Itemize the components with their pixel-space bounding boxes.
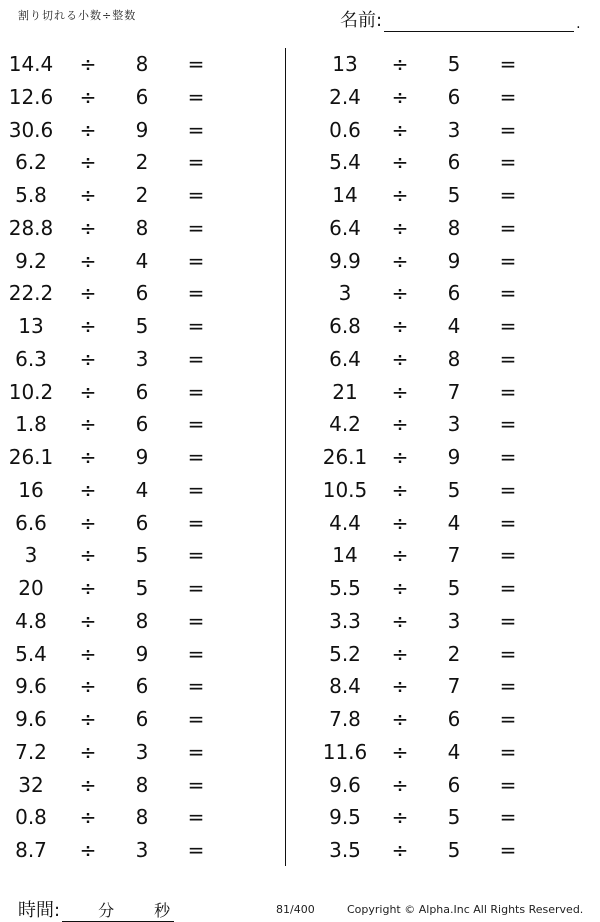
division-sign: ÷ <box>79 445 97 469</box>
equals-sign: = <box>499 543 517 568</box>
copyright-notice: Copyright © Alpha.Inc All Rights Reserved. <box>347 903 584 916</box>
dividend: 10.2 <box>8 379 54 404</box>
divisor: 9 <box>135 445 149 469</box>
name-blank-line <box>384 13 574 32</box>
equals-sign: = <box>187 641 205 666</box>
right-problem-column <box>312 48 592 867</box>
problem-row <box>0 736 280 769</box>
dividend: 6.4 <box>329 215 361 240</box>
dividend: 11.6 <box>322 739 368 764</box>
division-sign: ÷ <box>79 412 97 437</box>
division-sign: ÷ <box>79 772 97 797</box>
problem-row <box>0 605 280 638</box>
division-sign: ÷ <box>391 52 409 76</box>
dividend: 1.8 <box>15 412 47 437</box>
divisor: 7 <box>447 379 461 404</box>
divisor: 8 <box>447 346 461 371</box>
division-sign: ÷ <box>79 248 97 273</box>
divisor: 3 <box>135 838 149 862</box>
division-sign: ÷ <box>79 674 97 699</box>
problem-row <box>312 769 592 802</box>
divisor: 4 <box>447 314 461 338</box>
division-sign: ÷ <box>79 346 97 371</box>
problem-row <box>0 277 280 310</box>
problem-row <box>312 539 592 572</box>
equals-sign: = <box>187 445 205 469</box>
equals-sign: = <box>499 838 517 862</box>
division-sign: ÷ <box>391 346 409 371</box>
divisor: 4 <box>447 510 461 535</box>
problem-row <box>312 834 592 867</box>
division-sign: ÷ <box>391 117 409 142</box>
problem-row <box>0 507 280 540</box>
dividend: 13 <box>18 314 44 338</box>
problem-row <box>0 670 280 703</box>
divisor: 7 <box>447 543 461 568</box>
problem-row <box>0 179 280 212</box>
divisor: 5 <box>135 314 149 338</box>
division-sign: ÷ <box>391 412 409 437</box>
equals-sign: = <box>499 739 517 764</box>
name-label: 名前: <box>340 10 383 31</box>
dividend: 3.3 <box>329 608 361 633</box>
dividend: 26.1 <box>8 445 54 469</box>
equals-sign: = <box>187 772 205 797</box>
divisor: 3 <box>447 608 461 633</box>
divisor: 5 <box>135 543 149 568</box>
dividend: 5.4 <box>329 150 361 175</box>
equals-sign: = <box>499 576 517 600</box>
dividend: 5.2 <box>329 641 361 666</box>
division-sign: ÷ <box>391 838 409 862</box>
equals-sign: = <box>499 215 517 240</box>
equals-sign: = <box>187 543 205 568</box>
problem-row <box>0 834 280 867</box>
dividend: 30.6 <box>8 117 54 142</box>
dividend: 8.4 <box>329 674 361 699</box>
divisor: 2 <box>135 183 149 207</box>
problem-row <box>0 48 280 81</box>
name-field <box>340 6 581 32</box>
divisor: 2 <box>135 150 149 175</box>
division-sign: ÷ <box>391 641 409 666</box>
division-sign: ÷ <box>79 805 97 830</box>
dividend: 5.5 <box>329 576 361 600</box>
divisor: 5 <box>447 576 461 600</box>
equals-sign: = <box>499 281 517 306</box>
dividend: 8.7 <box>15 838 47 862</box>
dividend: 3 <box>338 281 352 306</box>
dividend: 4.4 <box>329 510 361 535</box>
equals-sign: = <box>499 805 517 830</box>
divisor: 6 <box>135 510 149 535</box>
dividend: 6.3 <box>15 346 47 371</box>
divisor: 5 <box>135 576 149 600</box>
minutes-unit: 分 <box>98 901 115 920</box>
dividend: 26.1 <box>322 445 368 469</box>
time-field <box>18 896 174 922</box>
divisor: 9 <box>447 445 461 469</box>
problem-row <box>0 245 280 278</box>
problem-row <box>312 736 592 769</box>
divisor: 8 <box>135 215 149 240</box>
divisor: 5 <box>447 183 461 207</box>
division-sign: ÷ <box>79 379 97 404</box>
problem-row <box>312 81 592 114</box>
dividend: 3 <box>24 543 38 568</box>
equals-sign: = <box>499 183 517 207</box>
division-sign: ÷ <box>391 248 409 273</box>
problem-row <box>312 474 592 507</box>
divisor: 6 <box>135 281 149 306</box>
division-sign: ÷ <box>391 772 409 797</box>
problem-row <box>312 703 592 736</box>
division-sign: ÷ <box>391 215 409 240</box>
dividend: 6.6 <box>15 510 47 535</box>
dividend: 6.8 <box>329 314 361 338</box>
equals-sign: = <box>187 805 205 830</box>
divisor: 6 <box>447 707 461 731</box>
time-blank-line <box>62 903 174 922</box>
division-sign: ÷ <box>79 838 97 862</box>
problem-row <box>0 376 280 409</box>
division-sign: ÷ <box>79 608 97 633</box>
divisor: 3 <box>447 117 461 142</box>
divisor: 8 <box>447 215 461 240</box>
equals-sign: = <box>499 346 517 371</box>
problem-row <box>0 539 280 572</box>
dividend: 4.8 <box>15 608 47 633</box>
division-sign: ÷ <box>79 52 97 76</box>
divisor: 5 <box>447 838 461 862</box>
divisor: 8 <box>135 52 149 76</box>
divisor: 4 <box>135 477 149 502</box>
problem-row <box>0 474 280 507</box>
equals-sign: = <box>499 445 517 469</box>
division-sign: ÷ <box>391 445 409 469</box>
equals-sign: = <box>499 84 517 109</box>
division-sign: ÷ <box>79 314 97 338</box>
divisor: 3 <box>135 739 149 764</box>
divisor: 3 <box>135 346 149 371</box>
dividend: 10.5 <box>322 477 368 502</box>
divisor: 5 <box>447 477 461 502</box>
division-sign: ÷ <box>391 608 409 633</box>
problem-row <box>0 638 280 671</box>
equals-sign: = <box>187 576 205 600</box>
problem-row <box>0 146 280 179</box>
worksheet-title: 割り切れる小数÷整数 <box>18 9 137 22</box>
equals-sign: = <box>187 314 205 338</box>
divisor: 6 <box>135 707 149 731</box>
dividend: 13 <box>332 52 358 76</box>
division-sign: ÷ <box>391 739 409 764</box>
problem-row <box>0 572 280 605</box>
division-sign: ÷ <box>391 379 409 404</box>
equals-sign: = <box>187 739 205 764</box>
equals-sign: = <box>187 510 205 535</box>
equals-sign: = <box>187 84 205 109</box>
problem-row <box>0 408 280 441</box>
equals-sign: = <box>187 838 205 862</box>
problem-row <box>312 507 592 540</box>
divisor: 9 <box>447 248 461 273</box>
problem-row <box>312 572 592 605</box>
division-sign: ÷ <box>391 674 409 699</box>
equals-sign: = <box>499 150 517 175</box>
equals-sign: = <box>187 150 205 175</box>
problem-row <box>312 408 592 441</box>
divisor: 8 <box>135 772 149 797</box>
page-number: 81/400 <box>276 903 315 916</box>
problem-row <box>0 703 280 736</box>
equals-sign: = <box>187 281 205 306</box>
division-sign: ÷ <box>391 805 409 830</box>
problem-row <box>312 212 592 245</box>
divisor: 5 <box>447 805 461 830</box>
problem-row <box>0 212 280 245</box>
problem-row <box>312 48 592 81</box>
problem-row <box>0 441 280 474</box>
problem-row <box>312 146 592 179</box>
problem-row <box>0 81 280 114</box>
dividend: 14.4 <box>8 52 54 76</box>
divisor: 2 <box>447 641 461 666</box>
division-sign: ÷ <box>79 117 97 142</box>
equals-sign: = <box>499 248 517 273</box>
divisor: 6 <box>447 150 461 175</box>
equals-sign: = <box>187 412 205 437</box>
divisor: 5 <box>447 52 461 76</box>
divisor: 6 <box>135 84 149 109</box>
problem-row <box>312 638 592 671</box>
equals-sign: = <box>499 608 517 633</box>
equals-sign: = <box>499 52 517 76</box>
problem-row <box>0 114 280 147</box>
divisor: 6 <box>135 412 149 437</box>
division-sign: ÷ <box>79 707 97 731</box>
problem-row <box>0 769 280 802</box>
division-sign: ÷ <box>391 84 409 109</box>
problem-row <box>312 179 592 212</box>
dividend: 7.2 <box>15 739 47 764</box>
equals-sign: = <box>187 477 205 502</box>
divisor: 6 <box>447 84 461 109</box>
divisor: 6 <box>135 379 149 404</box>
equals-sign: = <box>187 52 205 76</box>
division-sign: ÷ <box>79 477 97 502</box>
divisor: 3 <box>447 412 461 437</box>
equals-sign: = <box>499 412 517 437</box>
dividend: 9.6 <box>15 707 47 731</box>
divisor: 6 <box>447 281 461 306</box>
divisor: 9 <box>135 641 149 666</box>
problem-row <box>312 245 592 278</box>
dividend: 4.2 <box>329 412 361 437</box>
equals-sign: = <box>499 477 517 502</box>
equals-sign: = <box>187 674 205 699</box>
equals-sign: = <box>187 707 205 731</box>
dividend: 9.5 <box>329 805 361 830</box>
dividend: 32 <box>18 772 44 797</box>
problem-row <box>312 114 592 147</box>
divisor: 9 <box>135 117 149 142</box>
problem-row <box>312 605 592 638</box>
name-end-dot: . <box>576 16 581 32</box>
divisor: 4 <box>135 248 149 273</box>
division-sign: ÷ <box>79 576 97 600</box>
equals-sign: = <box>187 346 205 371</box>
problem-row <box>312 310 592 343</box>
dividend: 6.4 <box>329 346 361 371</box>
division-sign: ÷ <box>391 510 409 535</box>
division-sign: ÷ <box>79 215 97 240</box>
problem-row <box>312 670 592 703</box>
problem-row <box>312 441 592 474</box>
division-sign: ÷ <box>79 150 97 175</box>
dividend: 28.8 <box>8 215 54 240</box>
equals-sign: = <box>499 707 517 731</box>
column-divider <box>285 48 286 866</box>
equals-sign: = <box>187 379 205 404</box>
division-sign: ÷ <box>391 183 409 207</box>
division-sign: ÷ <box>391 543 409 568</box>
division-sign: ÷ <box>79 183 97 207</box>
problem-row <box>312 801 592 834</box>
dividend: 3.5 <box>329 838 361 862</box>
problem-row <box>312 277 592 310</box>
problem-row <box>0 310 280 343</box>
equals-sign: = <box>187 215 205 240</box>
equals-sign: = <box>499 117 517 142</box>
left-problem-column <box>0 48 280 867</box>
division-sign: ÷ <box>391 576 409 600</box>
division-sign: ÷ <box>79 739 97 764</box>
dividend: 9.6 <box>329 772 361 797</box>
dividend: 22.2 <box>8 281 54 306</box>
dividend: 14 <box>332 543 358 568</box>
divisor: 7 <box>447 674 461 699</box>
division-sign: ÷ <box>391 314 409 338</box>
equals-sign: = <box>499 772 517 797</box>
equals-sign: = <box>499 641 517 666</box>
problem-row <box>312 376 592 409</box>
time-label: 時間: <box>18 900 61 921</box>
equals-sign: = <box>499 379 517 404</box>
division-sign: ÷ <box>391 707 409 731</box>
divisor: 8 <box>135 608 149 633</box>
seconds-unit: 秒 <box>154 901 171 920</box>
equals-sign: = <box>187 248 205 273</box>
dividend: 12.6 <box>8 84 54 109</box>
dividend: 9.2 <box>15 248 47 273</box>
divisor: 6 <box>135 674 149 699</box>
divisor: 6 <box>447 772 461 797</box>
dividend: 16 <box>18 477 44 502</box>
equals-sign: = <box>187 608 205 633</box>
division-sign: ÷ <box>391 477 409 502</box>
dividend: 14 <box>332 183 358 207</box>
equals-sign: = <box>187 183 205 207</box>
division-sign: ÷ <box>391 150 409 175</box>
dividend: 9.6 <box>15 674 47 699</box>
problem-row <box>0 343 280 376</box>
division-sign: ÷ <box>79 543 97 568</box>
dividend: 0.8 <box>15 805 47 830</box>
dividend: 20 <box>18 576 44 600</box>
dividend: 0.6 <box>329 117 361 142</box>
division-sign: ÷ <box>391 281 409 306</box>
problem-row <box>0 801 280 834</box>
dividend: 5.8 <box>15 183 47 207</box>
divisor: 4 <box>447 739 461 764</box>
division-sign: ÷ <box>79 510 97 535</box>
division-sign: ÷ <box>79 84 97 109</box>
dividend: 7.8 <box>329 707 361 731</box>
equals-sign: = <box>499 674 517 699</box>
equals-sign: = <box>187 117 205 142</box>
dividend: 9.9 <box>329 248 361 273</box>
dividend: 21 <box>332 379 358 404</box>
division-sign: ÷ <box>79 281 97 306</box>
division-sign: ÷ <box>79 641 97 666</box>
problem-row <box>312 343 592 376</box>
equals-sign: = <box>499 510 517 535</box>
equals-sign: = <box>499 314 517 338</box>
dividend: 6.2 <box>15 150 47 175</box>
dividend: 5.4 <box>15 641 47 666</box>
divisor: 8 <box>135 805 149 830</box>
dividend: 2.4 <box>329 84 361 109</box>
